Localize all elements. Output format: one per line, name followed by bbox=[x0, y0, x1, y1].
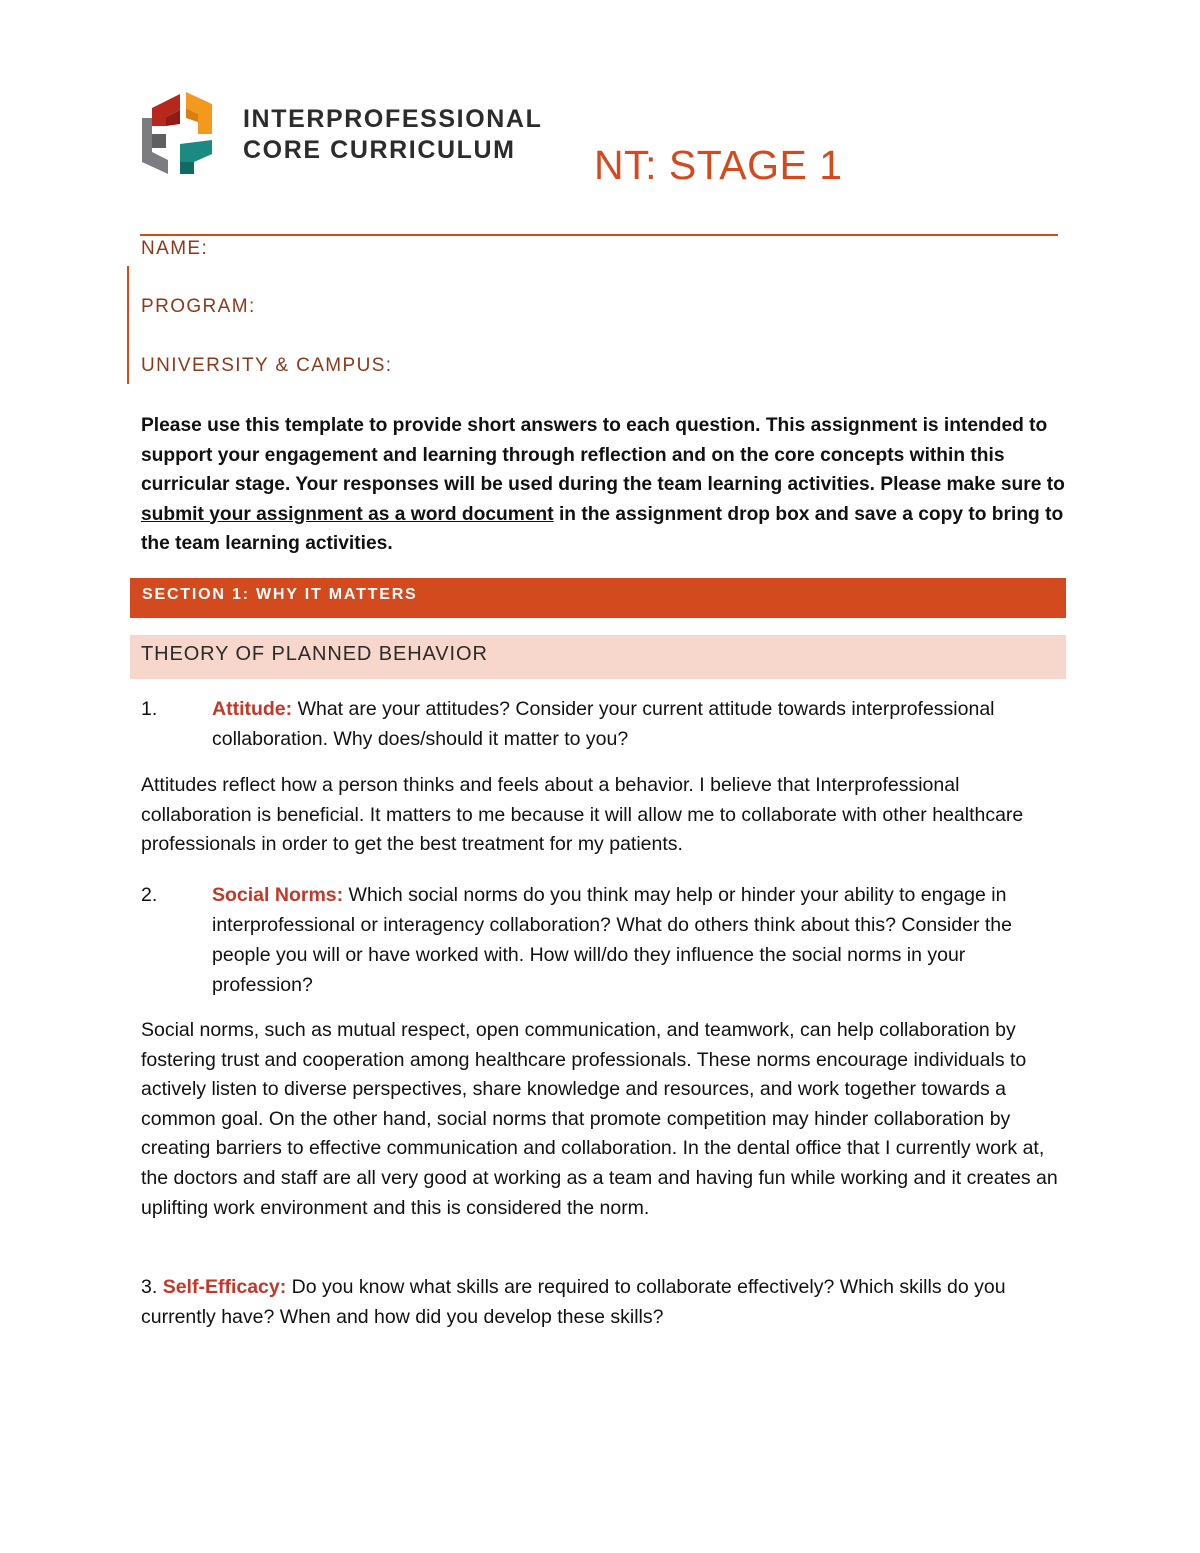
intro-paragraph bbox=[141, 411, 1066, 559]
brand-line-2: CORE CURRICULUM bbox=[243, 136, 516, 164]
question-text bbox=[212, 694, 1062, 754]
section-header bbox=[130, 578, 1066, 618]
question-number: 1. bbox=[141, 698, 158, 720]
question-number: 3. bbox=[141, 1276, 163, 1298]
program-label: PROGRAM: bbox=[141, 296, 256, 317]
page-title: NT: STAGE 1 bbox=[594, 142, 843, 188]
section-title: SECTION 1: WHY IT MATTERS bbox=[142, 586, 418, 603]
header-divider bbox=[140, 234, 1058, 236]
question-prompt: Do you know what skills are required to collaborate effectively? Which skills do you currently have? When and how did you develop these skills? bbox=[141, 1276, 1006, 1328]
name-label: NAME: bbox=[141, 238, 209, 259]
brand-name bbox=[243, 104, 542, 166]
subsection-header bbox=[130, 635, 1066, 679]
intro-underlined-instruction: submit your assignment as a word document bbox=[141, 503, 554, 525]
brand-line-1: INTERPROFESSIONAL bbox=[243, 105, 543, 133]
field-side-rule bbox=[127, 266, 129, 384]
question-keyword: Attitude: bbox=[212, 698, 293, 720]
intro-text-after: in the assignment drop box and save a copy to bring to the team learning activities. bbox=[141, 503, 1064, 554]
answer-1: Attitudes reflect how a person thinks and feels about a behavior. I believe that Interprofessional collaboration is beneficial. It matters to me because it will allow me to collaborate with other healthcare professionals in order to get the best treatment for my patients. bbox=[141, 774, 1024, 856]
question-3 bbox=[141, 1272, 1066, 1332]
question-2 bbox=[141, 880, 1066, 1000]
question-number: 2. bbox=[141, 884, 158, 906]
intro-text-before: Please use this template to provide short answers to each question. This assignment is intended to support your engagement and learning through reflection and on the core concepts within this curricular stage. Your responses will be used during the team learning activities. Please make sure to bbox=[141, 415, 1065, 495]
interprofessional-logo-icon bbox=[140, 90, 220, 178]
question-prompt: Which social norms do you think may help or hinder your ability to engage in interprofessional or interagency collaboration? What do others think about this? Consider the people you will or have worked with. How will/do they influence the social norms in your profession? bbox=[212, 884, 1012, 996]
question-text bbox=[212, 880, 1062, 1000]
question-prompt: What are your attitudes? Consider your current attitude towards interprofessional collaboration. Why does/should it matter to you? bbox=[212, 698, 995, 750]
subsection-title: THEORY OF PLANNED BEHAVIOR bbox=[141, 643, 488, 665]
question-1 bbox=[141, 694, 1066, 754]
question-keyword: Social Norms: bbox=[212, 884, 344, 906]
answer-2: Social norms, such as mutual respect, open communication, and teamwork, can help collaboration by fostering trust and cooperation among healthcare professionals. These norms encourage individuals to actively listen to diverse perspectives, share knowledge and resources, and work together towards a common goal. On the other hand, social norms that promote competition may hinder collaboration by creating barriers to effective communication and collaboration. In the dental office that I currently work at, the doctors and staff are all very good at working as a team and having fun while working and it creates an uplifting work environment and this is considered the norm. bbox=[141, 1019, 1058, 1219]
university-label: UNIVERSITY & CAMPUS: bbox=[141, 355, 393, 376]
question-keyword: Self-Efficacy: bbox=[162, 1276, 287, 1298]
